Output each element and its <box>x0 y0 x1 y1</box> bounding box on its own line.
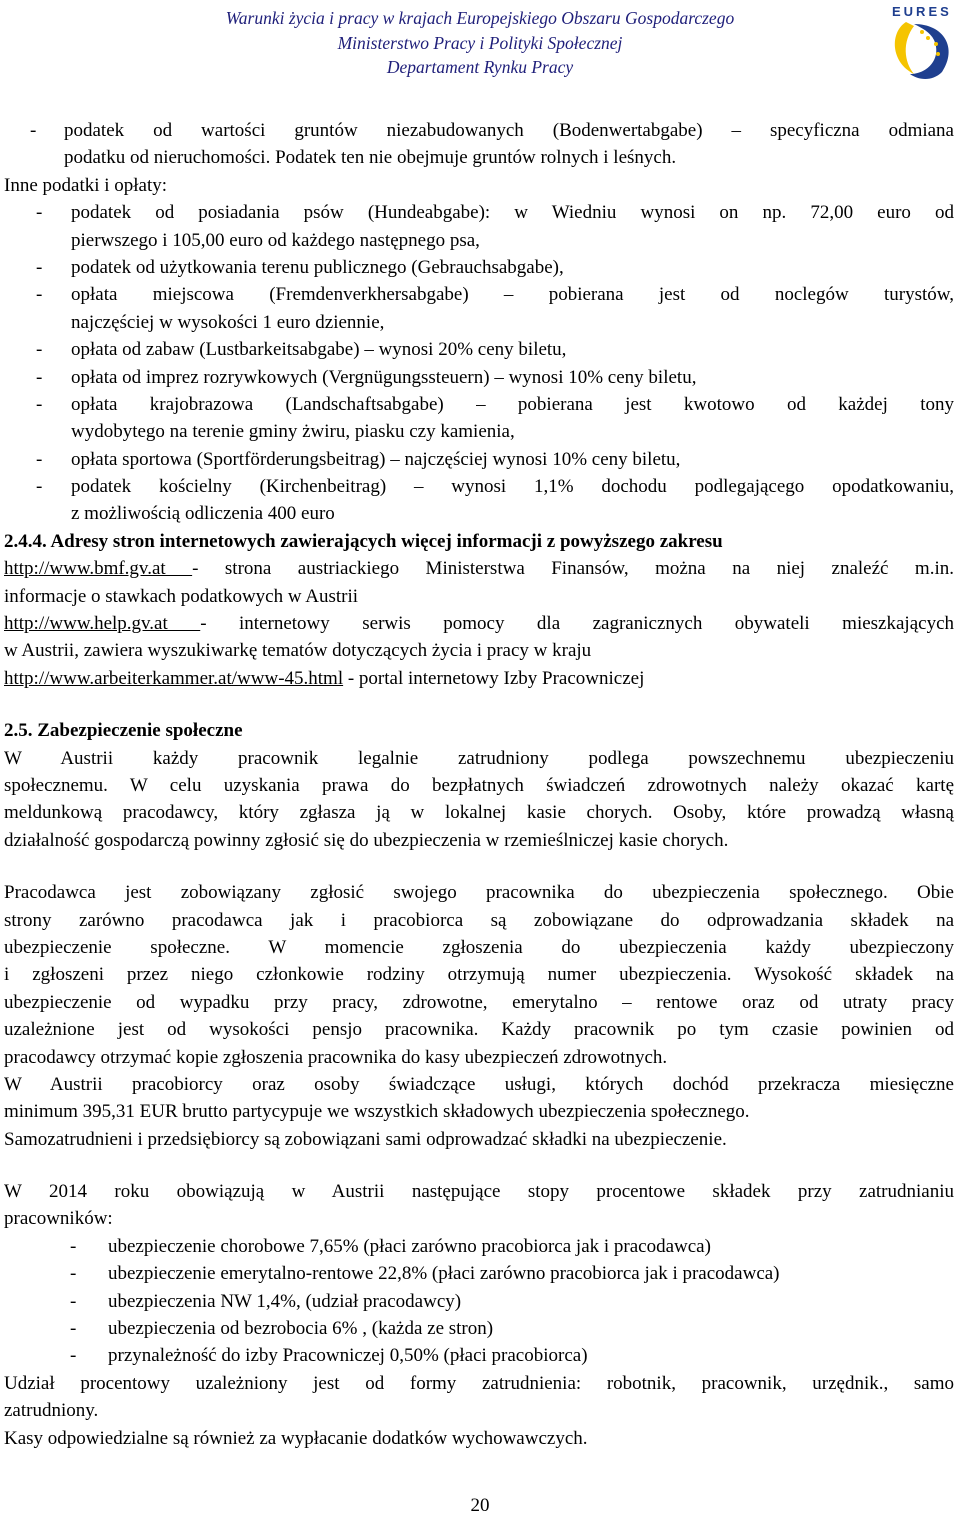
tax-item-sport: - opłata sportowa (Sportförderungsbeitrag) – najczęściej wynosi 10% ceny biletu, <box>36 448 681 470</box>
list-item: - przynależność do izby Pracowniczej 0,50% (płaci pracobiorca) <box>70 1345 588 1367</box>
tax-item-land-value: - podatek od wartości gruntów niezabudowanych (Bodenwertabgabe) – specyficzna odmiana <box>30 120 954 141</box>
tax-item-land-value-cont: podatku od nieruchomości. Podatek ten nie obejmuje gruntów rolnych i leśnych. <box>64 147 677 169</box>
tax-item-dog: - podatek od posiadania psów (Hundeabgabe): w Wiedniu wynosi on np. 72,00 euro od <box>36 202 954 224</box>
link-help-desc: w Austrii, zawiera wyszukiwarkę tematów dotyczących życia i pracy w kraju <box>4 640 592 662</box>
header-line-1: Warunki życia i pracy w krajach Europejskiego Obszaru Gospodarczego <box>225 8 735 28</box>
tax-item-landscape: - opłata krajobrazowa (Landschaftsabgabe) – pobierana jest kwotowo od każdej tony <box>36 393 954 415</box>
document-body <box>0 117 960 1452</box>
paragraph-4-cont: zatrudniony. <box>4 1400 99 1422</box>
paragraph-3-cont: pracowników: <box>4 1208 113 1230</box>
link-row-help: http://www.help.gv.at - internetowy serwis pomocy dla zagranicznych obywateli mieszkających <box>4 613 954 635</box>
link-row-bmf: http://www.bmf.gv.at - strona austriackiego Ministerstwa Finansów, można na niej znaleźć m.in. <box>4 558 954 580</box>
tax-item-local-fee-cont: najczęściej w wysokości 1 euro dziennie, <box>71 311 385 333</box>
header-line-3: Departament Rynku Pracy <box>386 57 574 77</box>
list-item: - ubezpieczenia NW 1,4%, (udział pracodawcy) <box>70 1290 462 1312</box>
list-item: - ubezpieczenie emerytalno-rentowe 22,8% (płaci zarówno pracobiorca jak i pracodawca) <box>70 1263 780 1285</box>
page-number: 20 <box>470 1495 490 1516</box>
link-arbeiterkammer[interactable]: http://www.arbeiterkammer.at/www-45.html <box>4 667 344 689</box>
header-line-2: Ministerstwo Pracy i Polityki Społecznej <box>337 32 623 53</box>
tax-item-church: - podatek kościelny (Kirchenbeitrag) – wynosi 1,1% dochodu podlegającego opodatkowaniu, <box>36 476 954 498</box>
link-bmf[interactable]: http://www.bmf.gv.at <box>4 558 193 580</box>
link-help[interactable]: http://www.help.gv.at <box>4 613 201 635</box>
link-row-arbeiterkammer: http://www.arbeiterkammer.at/www-45.html - portal internetowy Izby Pracowniczej <box>4 667 645 689</box>
eures-logo <box>884 2 960 84</box>
tax-item-entertainment: - opłata od imprez rozrywkowych (Vergnügungssteuern) – wynosi 10% ceny biletu, <box>36 366 697 388</box>
paragraph-3: W 2014 roku obowiązują w Austrii następujące stopy procentowe składek przy zatrudnianiu <box>4 1181 954 1203</box>
tax-item-local-fee: - opłata miejscowa (Fremdenverkhersabgabe) – pobierana jest od noclegów turystów, <box>36 284 954 306</box>
paragraph-5: Kasy odpowiedzialne są również za wypłacanie dodatków wychowawczych. <box>4 1427 588 1449</box>
tax-item-public-land: - podatek od użytkowania terenu publicznego (Gebrauchsabgabe), <box>36 256 564 278</box>
section-2-5-heading: 2.5. Zabezpieczenie społeczne <box>4 720 243 742</box>
list-item: - ubezpieczenia od bezrobocia 6% , (każda ze stron) <box>70 1318 494 1340</box>
tax-item-landscape-cont: wydobytego na terenie gminy żwiru, piasku czy kamienia, <box>71 421 515 443</box>
tax-item-church-cont: z możliwością odliczenia 400 euro <box>71 503 335 525</box>
paragraph-4: Udział procentowy uzależniony jest od formy zatrudnienia: robotnik, pracownik, urzędnik., samo <box>4 1372 954 1394</box>
paragraph-1: W Austrii każdy pracownik legalnie zatrudniony podlega powszechnemu ubezpieczeniu społecznemu. W celu uzyskania prawa do bezpłatnych świadczeń zdrowotnych należy okazać kartę meldunkową pracodawcy, który zgłasza ją w lokalnej kasie chorych. Osoby, które prowadzą własną działalność gospodarczą powinny zgłosić się do ubezpieczenia w rzemieślniczej kasie chorych. <box>4 747 954 851</box>
page-header <box>0 0 960 80</box>
tax-item-amusement: - opłata od zabaw (Lustbarkeitsabgabe) – wynosi 20% ceny biletu, <box>36 339 567 361</box>
header-text <box>120 6 840 80</box>
logo-text: EURES <box>892 4 952 19</box>
list-item: - ubezpieczenie chorobowe 7,65% (płaci zarówno pracobiorca jak i pracodawca) <box>70 1235 711 1257</box>
contribution-rates-list <box>0 1233 960 1370</box>
paragraph-2: Pracodawca jest zobowiązany zgłosić swojego pracownika do ubezpieczenia społecznego. Obie strony zarówno pracodawca jak i pracobiorca są zobowiązane do odprowadzania składek na ubezpieczenie społeczne. W momencie zgłoszenia do ubezpieczenia każdy ubezpieczony i zgłoszeni przez niego członkowie rodziny otrzymują numer ubezpieczenia. Wysokość składek na ubezpieczenie od wypadku przy pracy, zdrowotne, emerytalno – rentowe oraz od utraty pracy uzależnione jest od wysokości pensjo pracownika. Każdy pracownik po tym czasie powinien od pracodawcy otrzymać kopie zgłoszenia pracownika do kasy ubezpieczeń zdrowotnych. W Austrii pracobiorcy oraz osoby świadczące usługi, których dochód przekracza miesięczne minimum 395,31 EUR brutto partycypuje we wszystkich składowych ubezpieczenia społecznego. Samozatrudnieni i przedsiębiorcy są zobowiązani sami odprowadzać składki na ubezpieczenie. <box>4 882 954 1150</box>
other-taxes-heading: Inne podatki i opłaty: <box>4 174 168 196</box>
link-bmf-desc: informacje o stawkach podatkowych w Austrii <box>4 585 359 607</box>
section-2-4-4-heading: 2.4.4. Adresy stron internetowych zawierających więcej informacji z powyższego zakresu <box>4 530 723 552</box>
tax-item-dog-cont: pierwszego i 105,00 euro od każdego następnego psa, <box>71 229 480 251</box>
